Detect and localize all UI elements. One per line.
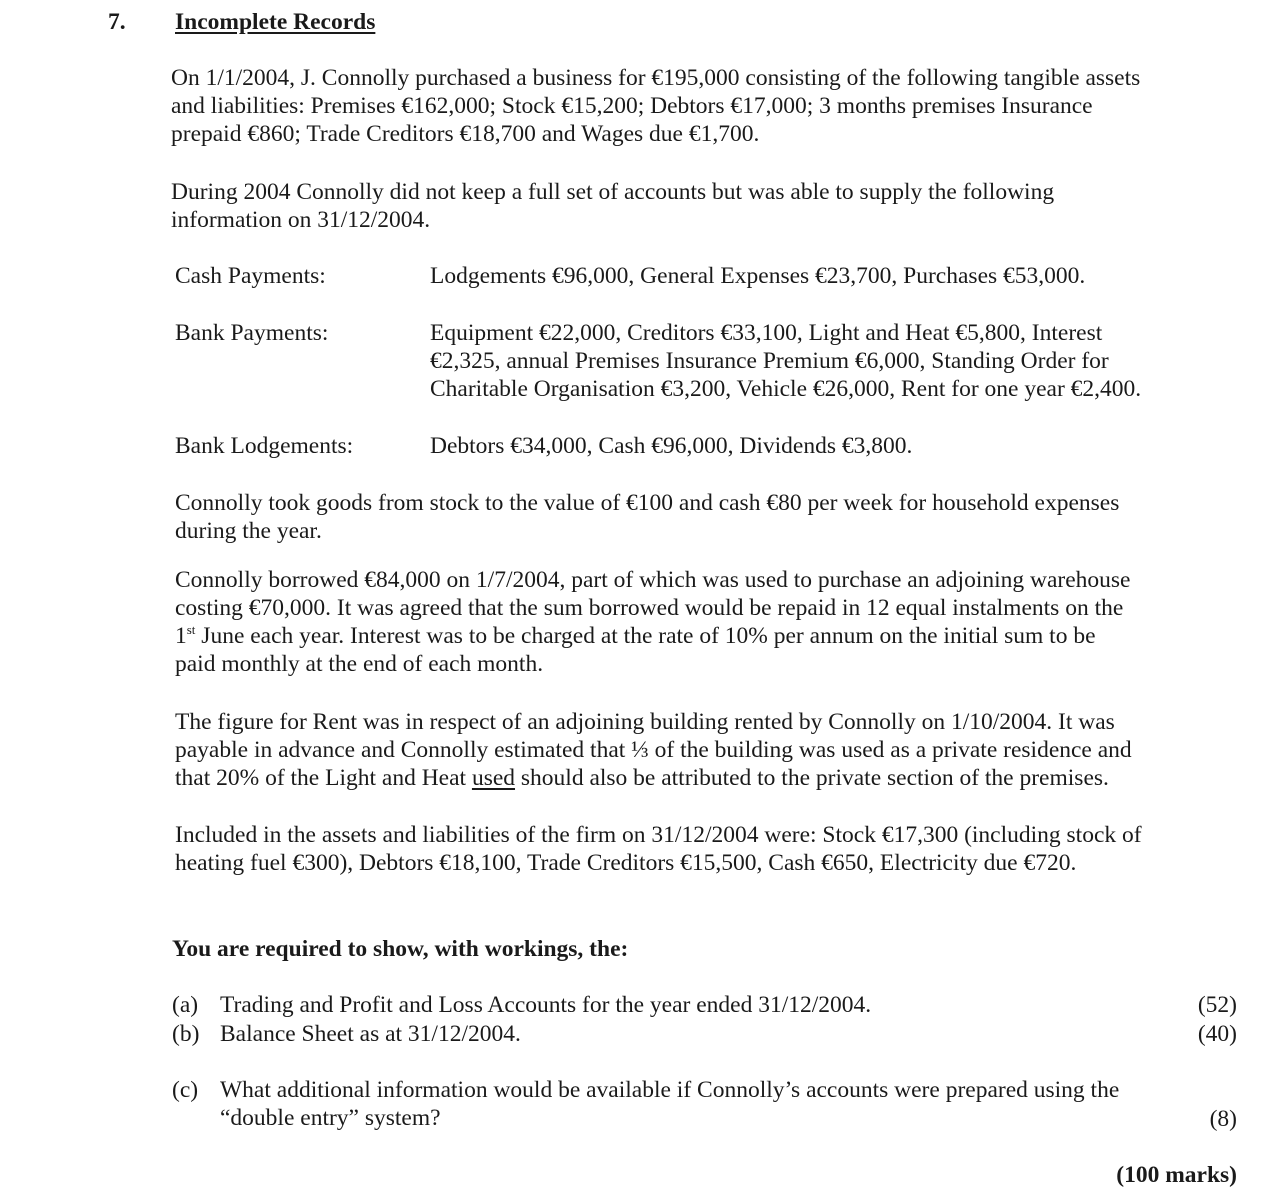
requirement-heading: You are required to show, with workings, the: — [172, 936, 629, 962]
question-number: 7. — [108, 9, 126, 35]
intro-line: On 1/1/2004, J. Connolly purchased a business for €195,000 consisting of the following tangible assets — [171, 65, 1141, 91]
closing-paragraph — [175, 821, 1142, 877]
loan-line: Connolly borrowed €84,000 on 1/7/2004, part of which was used to purchase an adjoining warehouse — [175, 567, 1131, 593]
part-a-letter: (a) — [172, 992, 199, 1018]
part-c-letter: (c) — [172, 1077, 199, 1103]
part-a-text: Trading and Profit and Loss Accounts for the year ended 31/12/2004. — [220, 992, 872, 1018]
bank-payments-line: Charitable Organisation €3,200, Vehicle €26,000, Rent for one year €2,400. — [430, 376, 1142, 402]
drawings-line: Connolly took goods from stock to the value of €100 and cash €80 per week for household expenses — [175, 490, 1120, 516]
intro-line: and liabilities: Premises €162,000; Stock €15,200; Debtors €17,000; 3 months premises Insurance — [171, 93, 1093, 119]
bank-lodgements-line: Debtors €34,000, Cash €96,000, Dividends €3,800. — [430, 433, 913, 459]
cash-payments-detail — [430, 262, 1085, 290]
intro-line: prepaid €860; Trade Creditors €18,700 and Wages due €1,700. — [171, 121, 760, 147]
cash-payments-line: Lodgements €96,000, General Expenses €23,700, Purchases €53,000. — [430, 263, 1086, 289]
part-c-marks: (8) — [1209, 1106, 1237, 1132]
part-c-text: What additional information would be available if Connolly’s accounts were prepared using the — [220, 1077, 1120, 1103]
info-line: During 2004 Connolly did not keep a full set of accounts but was able to supply the following — [171, 179, 1055, 205]
loan-line-rest: June each year. Interest was to be charged at the rate of 10% per annum on the initial sum to be — [195, 623, 1096, 649]
question-title: Incomplete Records — [175, 9, 376, 35]
drawings-line: during the year. — [175, 518, 322, 544]
total-marks: (100 marks) — [1116, 1162, 1237, 1188]
loan-line: paid monthly at the end of each month. — [175, 651, 544, 677]
part-a-marks: (52) — [1197, 992, 1237, 1018]
rent-paragraph — [175, 708, 1132, 792]
part-b-marks: (40) — [1197, 1021, 1237, 1047]
loan-line — [175, 622, 1130, 650]
part-b-text: Balance Sheet as at 31/12/2004. — [220, 1021, 521, 1047]
bank-lodgements-label: Bank Lodgements: — [175, 433, 354, 459]
intro-paragraph — [171, 64, 1140, 148]
part-c-text-block — [220, 1076, 1119, 1132]
part-c-text: “double entry” system? — [220, 1105, 441, 1131]
loan-line: costing €70,000. It was agreed that the sum borrowed would be repaid in 12 equal instalments on the — [175, 595, 1124, 621]
rent-used-emphasis: used — [471, 765, 516, 791]
rent-line-end: should also be attributed to the private section of the premises. — [515, 765, 1109, 791]
rent-line: payable in advance and Connolly estimated that ⅓ of the building was used as a private residence and — [175, 737, 1132, 763]
info-line: information on 31/12/2004. — [171, 207, 431, 233]
cash-payments-label: Cash Payments: — [175, 263, 326, 289]
closing-line: heating fuel €300), Debtors €18,100, Trade Creditors €15,500, Cash €650, Electricity due €720. — [175, 850, 1077, 876]
bank-lodgements-detail — [430, 432, 912, 460]
drawings-paragraph — [175, 489, 1119, 545]
loan-paragraph — [175, 566, 1130, 678]
rent-line-start: that 20% of the Light and Heat — [175, 765, 472, 791]
loan-day-number: 1 — [175, 623, 187, 649]
closing-line: Included in the assets and liabilities of the firm on 31/12/2004 were: Stock €17,300 (including stock of — [175, 822, 1142, 848]
rent-line — [175, 764, 1132, 792]
bank-payments-label: Bank Payments: — [175, 320, 329, 346]
loan-day-suffix: st — [186, 622, 196, 638]
rent-line: The figure for Rent was in respect of an adjoining building rented by Connolly on 1/10/2004. It was — [175, 709, 1115, 735]
bank-payments-line: €2,325, annual Premises Insurance Premium €6,000, Standing Order for — [430, 348, 1109, 374]
info-paragraph — [171, 178, 1054, 234]
bank-payments-line: Equipment €22,000, Creditors €33,100, Light and Heat €5,800, Interest — [430, 320, 1103, 346]
part-b-letter: (b) — [172, 1021, 200, 1047]
bank-payments-detail — [430, 319, 1141, 403]
